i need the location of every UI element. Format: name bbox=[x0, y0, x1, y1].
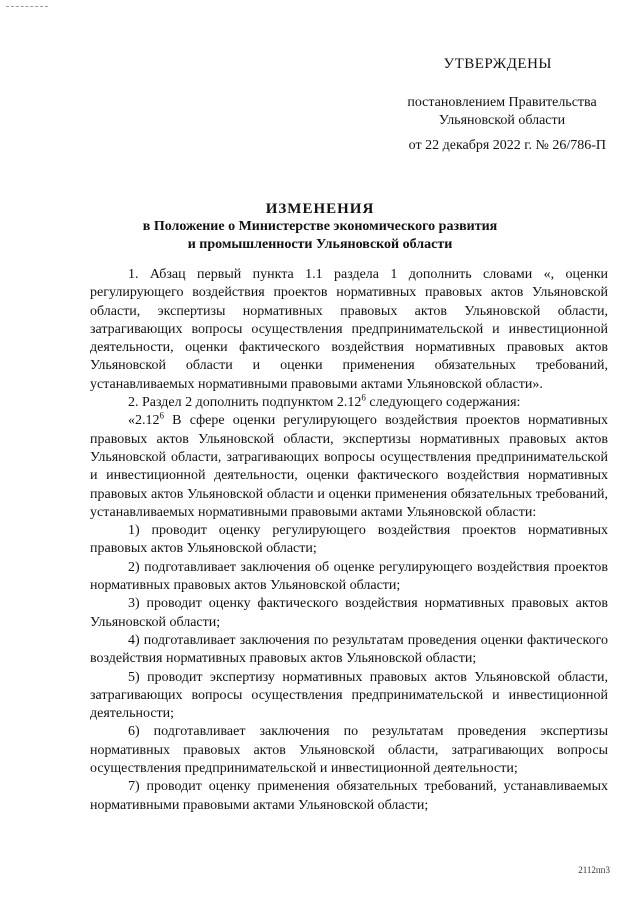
document-title bbox=[120, 200, 520, 254]
paragraph-3-end: В сфере оценки регулирующего воздействия проектов нормативных правовых актов Ульяновской области, экспертизы нормативных правовых актов Ульяновской области, затрагивающих вопросы осуществления предпринимательской и инвестиционной деятельности, оценки фактического воздействия нормативных правовых актов Ульяновской области и оценки применения обязательных требований, устанавливаемых нормативными правовыми актами Ульяновской области: bbox=[90, 413, 608, 520]
scan-corner-mark bbox=[6, 6, 48, 7]
list-item: 6) подготавливает заключения по результатам проведения экспертизы нормативных правовых актов Ульяновской области, затрагивающих вопросы осуществления предпринимательской и инвестиционной деятельности; bbox=[90, 724, 608, 777]
paragraph-2-end: следующего содержания: bbox=[365, 395, 521, 411]
list-item: 5) проводит экспертизу нормативных правовых актов Ульяновской области, затрагивающих вопросы осуществления предпринимательской и инвестиционной деятельности; bbox=[90, 669, 608, 722]
superscript: 6 bbox=[361, 392, 366, 403]
list-item: 7) проводит оценку применения обязательных требований, устанавливаемых нормативными правовыми актами Ульяновской области; bbox=[90, 779, 608, 813]
list-item: 1) проводит оценку регулирующего воздействия проектов нормативных правовых актов Ульяновской области; bbox=[90, 523, 608, 557]
superscript: 6 bbox=[159, 410, 164, 421]
list-item: 3) проводит оценку фактического воздействия нормативных правовых актов Ульяновской области; bbox=[90, 596, 608, 630]
approval-heading: УТВЕРЖДЕНЫ bbox=[443, 56, 552, 72]
approval-block bbox=[402, 94, 602, 130]
paragraph-2-start: 2. Раздел 2 дополнить подпунктом 2.12 bbox=[128, 395, 362, 411]
document-body bbox=[90, 266, 608, 815]
paragraph-2 bbox=[90, 394, 608, 412]
paragraph-3 bbox=[90, 412, 608, 522]
paragraph-3-start: «2.12 bbox=[128, 413, 160, 429]
footer-code: 2112пп3 bbox=[578, 865, 610, 875]
title-sub-1: в Положение о Министерстве экономического развития bbox=[142, 219, 498, 234]
title-main: ИЗМЕНЕНИЯ bbox=[265, 201, 375, 217]
title-sub-2: и промышленности Ульяновской области bbox=[187, 237, 453, 252]
list-item: 2) подготавливает заключения об оценке регулирующего воздействия проектов нормативных правовых актов Ульяновской области; bbox=[90, 559, 608, 594]
approval-line-2: Ульяновской области bbox=[438, 113, 566, 128]
approval-line-1: постановлением Правительства bbox=[407, 95, 597, 110]
paragraph-1: 1. Абзац первый пункта 1.1 раздела 1 дополнить словами «, оценки регулирующего воздействия проектов нормативных правовых актов Ульяновской области, экспертизы нормативных правовых актов Ульяновской области, затрагивающих вопросы осуществления предпринимательской и инвестиционной деятельности, оценки фактического воздействия нормативных правовых актов Ульяновской области и оценки применения обязательных требований, устанавливаемых нормативными правовыми актами Ульяновской области». bbox=[90, 267, 608, 392]
list-item: 4) подготавливает заключения по результатам проведения оценки фактического воздействия нормативных правовых актов Ульяновской области; bbox=[90, 632, 608, 667]
approval-date: от 22 декабря 2022 г. № 26/786-П bbox=[408, 138, 606, 153]
